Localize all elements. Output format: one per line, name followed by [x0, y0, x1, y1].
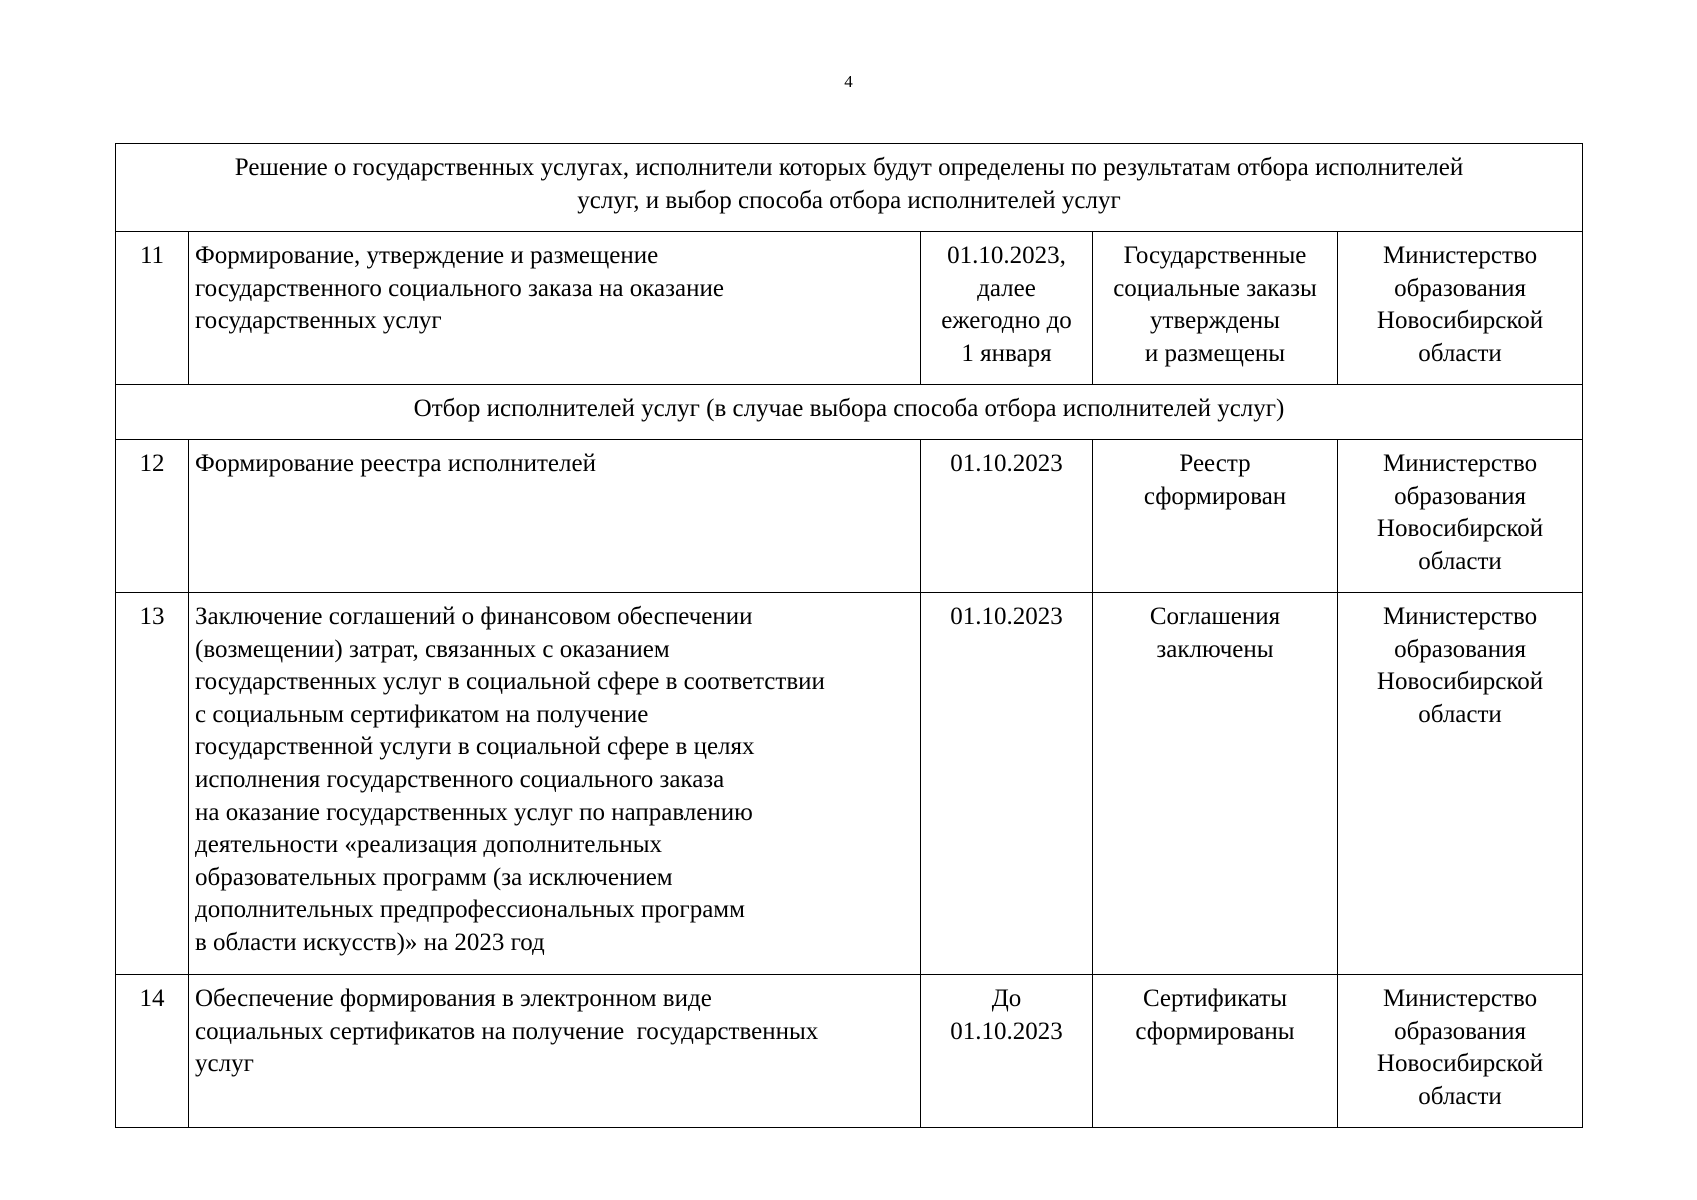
row-responsible: Министерство образования Новосибирской области [1338, 975, 1583, 1128]
section-header-row [116, 144, 1583, 232]
row-number: 14 [116, 975, 189, 1128]
row-result: Реестр сформирован [1093, 440, 1338, 593]
row-responsible: Министерство образования Новосибирской области [1338, 440, 1583, 593]
row-deadline: 01.10.2023, далее ежегодно до 1 января [921, 232, 1093, 385]
row-responsible: Министерство образования Новосибирской области [1338, 232, 1583, 385]
row-number: 11 [116, 232, 189, 385]
activity-plan-table [115, 143, 1583, 1128]
section-title [116, 385, 1583, 440]
row-description: Формирование, утверждение и размещение государственного социального заказа на оказание государственных услуг [189, 232, 921, 385]
table-row [116, 440, 1583, 593]
row-deadline: 01.10.2023 [921, 593, 1093, 975]
row-number: 12 [116, 440, 189, 593]
section-title-line: Решение о государственных услугах, исполнители которых будут определены по результатам отбора исполнителей [234, 154, 1464, 181]
row-number: 13 [116, 593, 189, 975]
page-number: 4 [844, 72, 853, 91]
section-title-line: Отбор исполнителей услуг (в случае выбора способа отбора исполнителей услуг) [413, 395, 1285, 422]
row-deadline: 01.10.2023 [921, 440, 1093, 593]
row-responsible: Министерство образования Новосибирской области [1338, 593, 1583, 975]
row-description: Заключение соглашений о финансовом обеспечении (возмещении) затрат, связанных с оказанием государственных услуг в социальной сфере в соответствии с социальным сертификатом на получение государственной услуги в социальной сфере в целях исполнения государственного социального заказа на оказание государственных услуг по направлению деятельности «реализация дополнительных образовательных программ (за исключением дополнительных предпрофессиональных программ в области искусств)» на 2023 год [189, 593, 921, 975]
table-row [116, 232, 1583, 385]
table-row [116, 975, 1583, 1128]
row-description: Формирование реестра исполнителей [189, 440, 921, 593]
section-header-row [116, 385, 1583, 440]
row-description: Обеспечение формирования в электронном виде социальных сертификатов на получение государственных услуг [189, 975, 921, 1128]
row-result: Соглашения заключены [1093, 593, 1338, 975]
section-title-line: услуг, и выбор способа отбора исполнителей услуг [577, 186, 1121, 214]
table-row [116, 593, 1583, 975]
row-result: Государственные социальные заказы утверждены и размещены [1093, 232, 1338, 385]
section-title [116, 144, 1583, 232]
row-result: Сертификаты сформированы [1093, 975, 1338, 1128]
row-deadline: До 01.10.2023 [921, 975, 1093, 1128]
